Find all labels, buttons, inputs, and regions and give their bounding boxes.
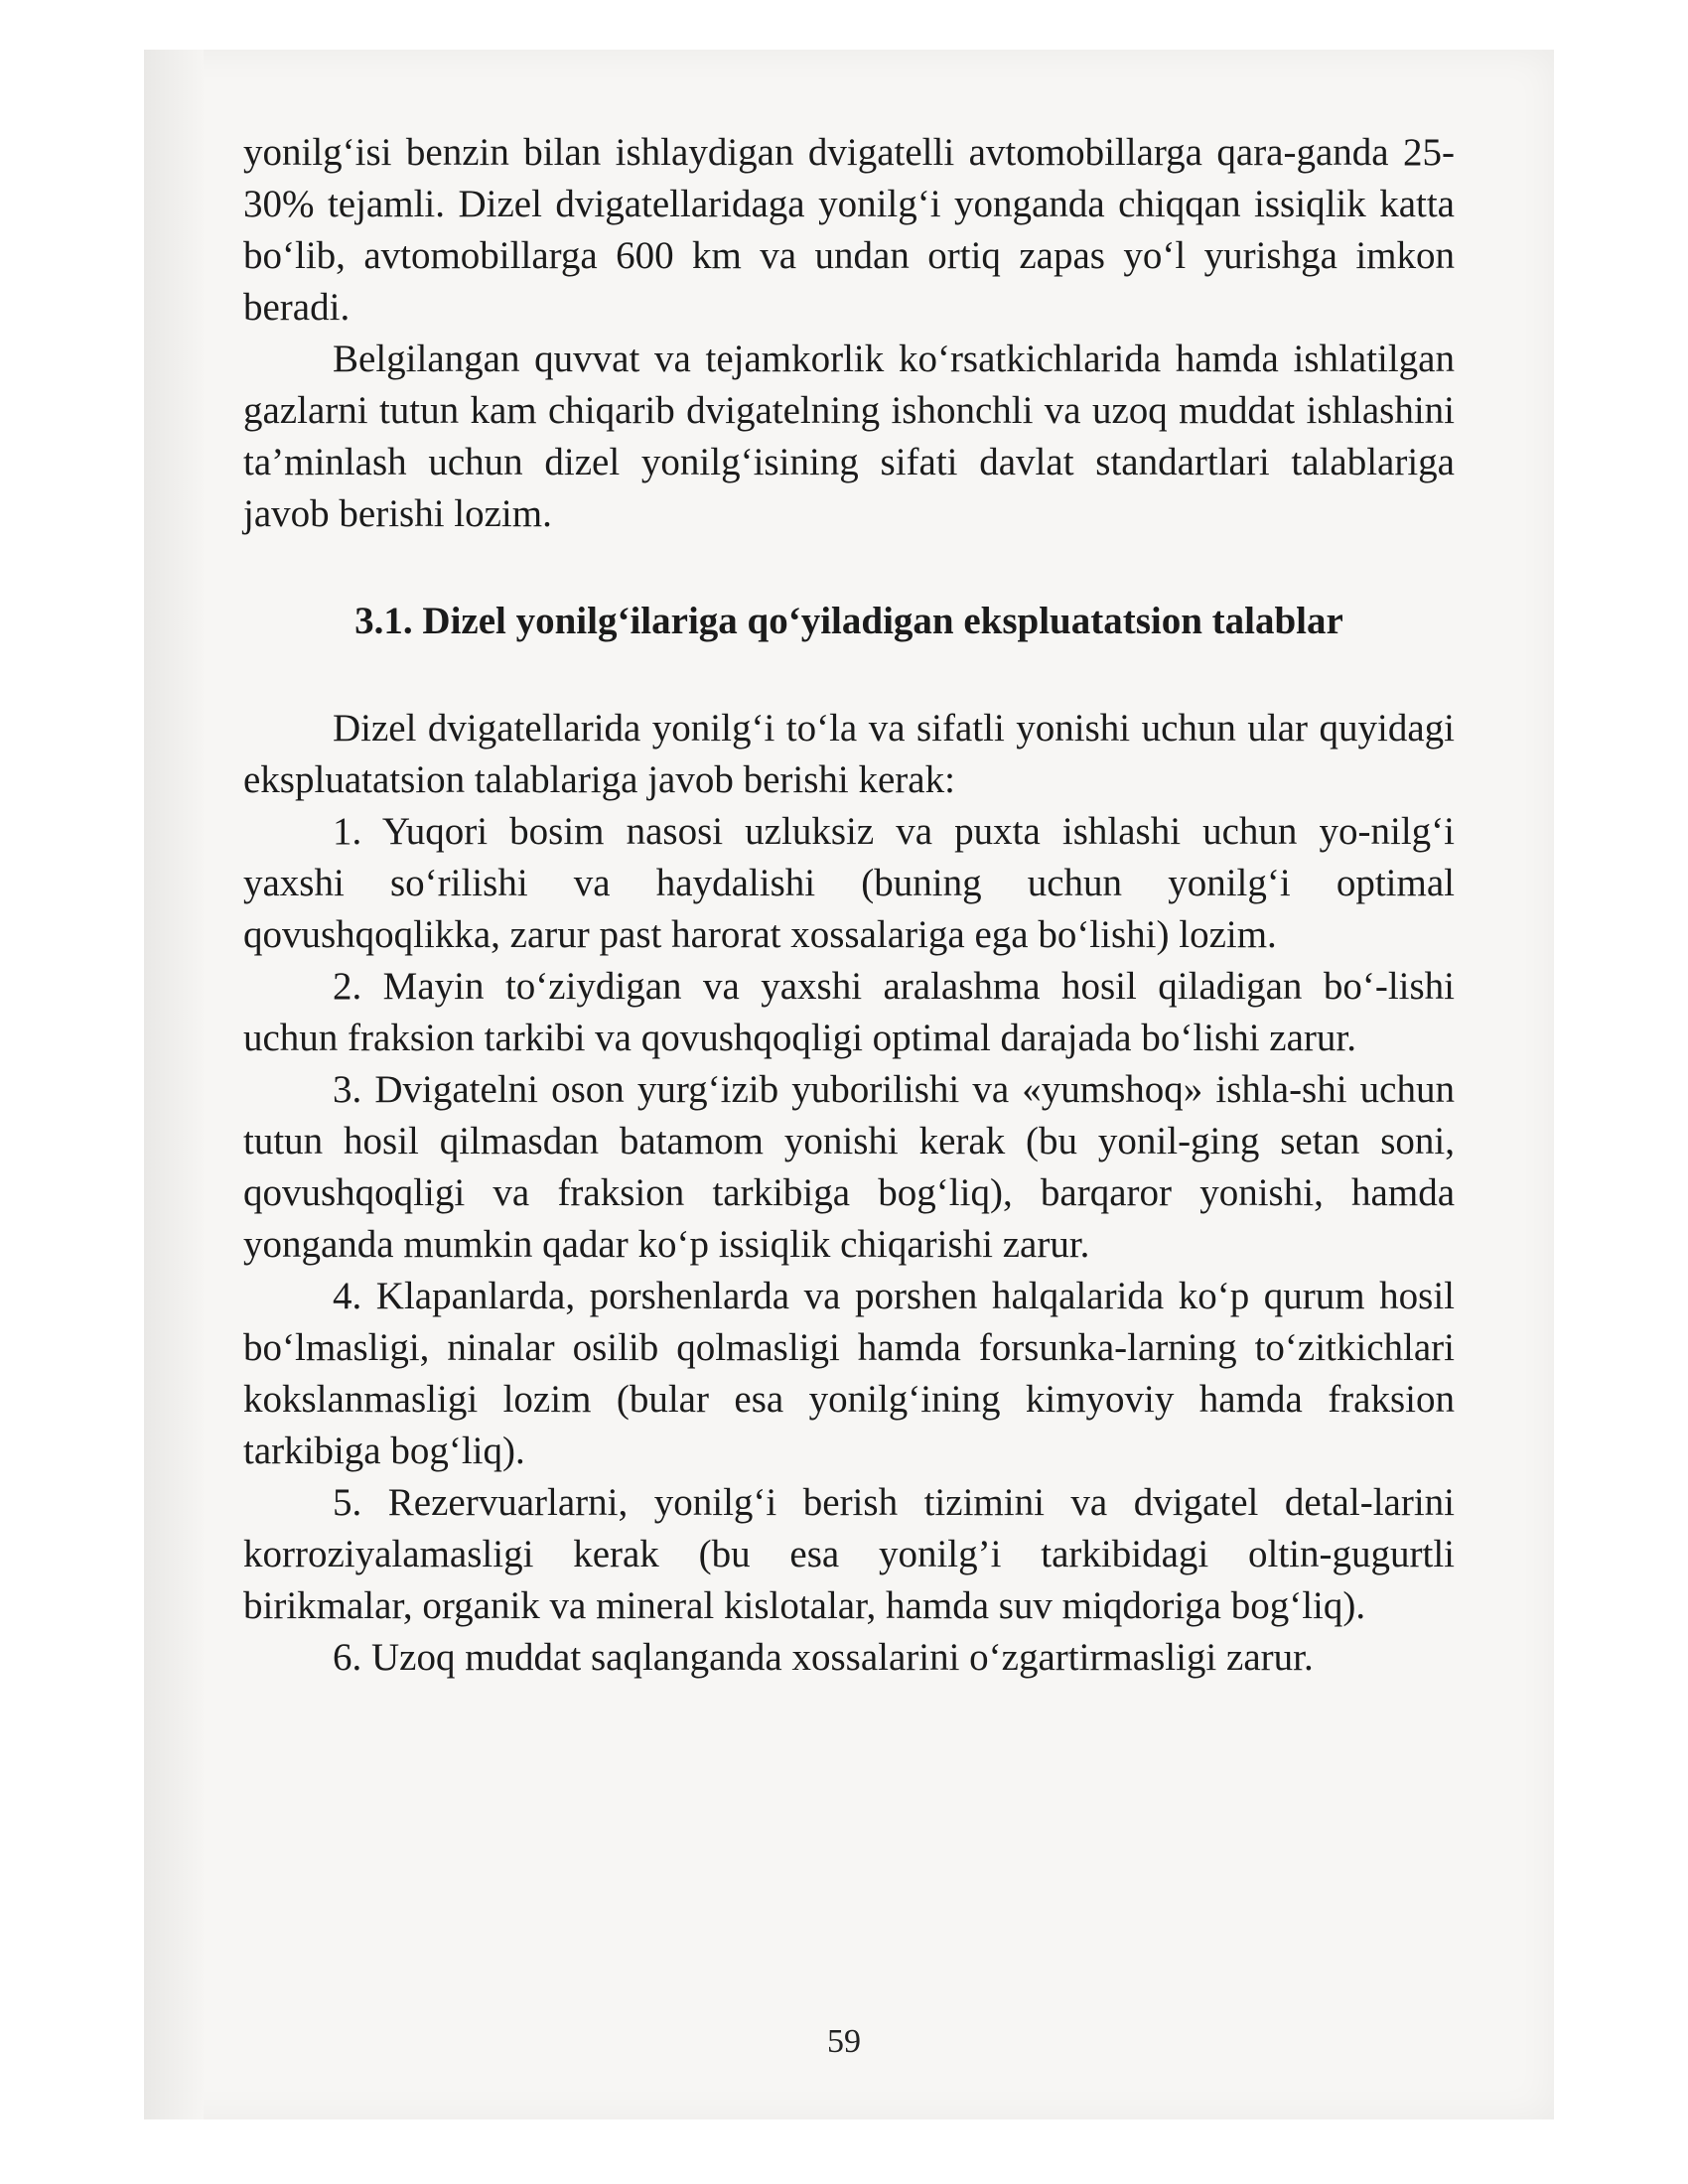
paragraph-continued: yonilg‘isi benzin bilan ishlaydigan dvigatelli avtomobillarga qara-ganda 25-30% tejamli. Dizel dvigatellaridaga yonilg‘i yonganda chiqqan issiqlik katta bo‘lib, avtomobillarga 600 km va undan ortiq zapas yo‘l yurishga imkon beradi. [243, 131, 1455, 329]
list-item-1: 1. Yuqori bosim nasosi uzluksiz va puxta ishlashi uchun yo-nilg‘i yaxshi so‘rilishi va haydalishi (buning uchun yonilg‘i optimal qovushqoqlikka, zarur past harorat xossalariga ega bo‘lishi) lozim. [243, 810, 1455, 956]
list-item-4: 4. Klapanlarda, porshenlarda va porshen halqalarida ko‘p qurum hosil bo‘lmasligi, ninalar osilib qolmasligi hamda forsunka-larning to‘zitkichlari kokslanmasligi lozim (bular esa yonilg‘ining kimyoviy hamda fraksion tarkibiga bog‘liq). [243, 1275, 1455, 1472]
list-item-6: 6. Uzoq muddat saqlanganda xossalarini o‘zgartirmasligi zarur. [333, 1636, 1314, 1679]
page-number: 59 [827, 2023, 861, 2060]
list-item-2: 2. Mayin to‘ziydigan va yaxshi aralashma hosil qiladigan bo‘-lishi uchun fraksion tarkibi va qovushqoqligi optimal darajada bo‘lishi zarur. [243, 965, 1455, 1059]
section-heading: 3.1. Dizel yonilg‘ilariga qo‘yiladigan ekspluatatsion talablar [354, 600, 1343, 642]
paragraph-quality-requirement: Belgilangan quvvat va tejamkorlik ko‘rsatkichlarida hamda ishlatilgan gazlarni tutun kam chiqarib dvigatelning ishonchli va uzoq muddat ishlashini ta’minlash uchun dizel yonilg‘isining sifati davlat standartlari talablariga javob berishi lozim. [243, 338, 1455, 535]
list-item-5: 5. Rezervuarlarni, yonilg‘i berish tizimini va dvigatel detal-larini korroziyalamasligi kerak (bu esa yonilg’i tarkibidagi oltin-gugurtli birikmalar, organik va mineral kislotalar, hamda suv miqdoriga bog‘liq). [243, 1481, 1455, 1627]
list-item-3: 3. Dvigatelni oson yurg‘izib yuborilishi va «yumshoq» ishla-shi uchun tutun hosil qilmasdan batamom yonishi kerak (bu yonil-ging setan soni, qovushqoqligi va fraksion tarkibiga bog‘liq), barqaror yonishi, hamda yonganda mumkin qadar ko‘p issiqlik chiqarishi zarur. [243, 1068, 1455, 1266]
page-gutter-shadow [144, 50, 204, 2119]
paragraph-intro: Dizel dvigatellarida yonilg‘i to‘la va sifatli yonishi uchun ular quyidagi ekspluatatsion talablariga javob berishi kerak: [243, 707, 1455, 801]
page-body-text [243, 127, 1455, 1684]
